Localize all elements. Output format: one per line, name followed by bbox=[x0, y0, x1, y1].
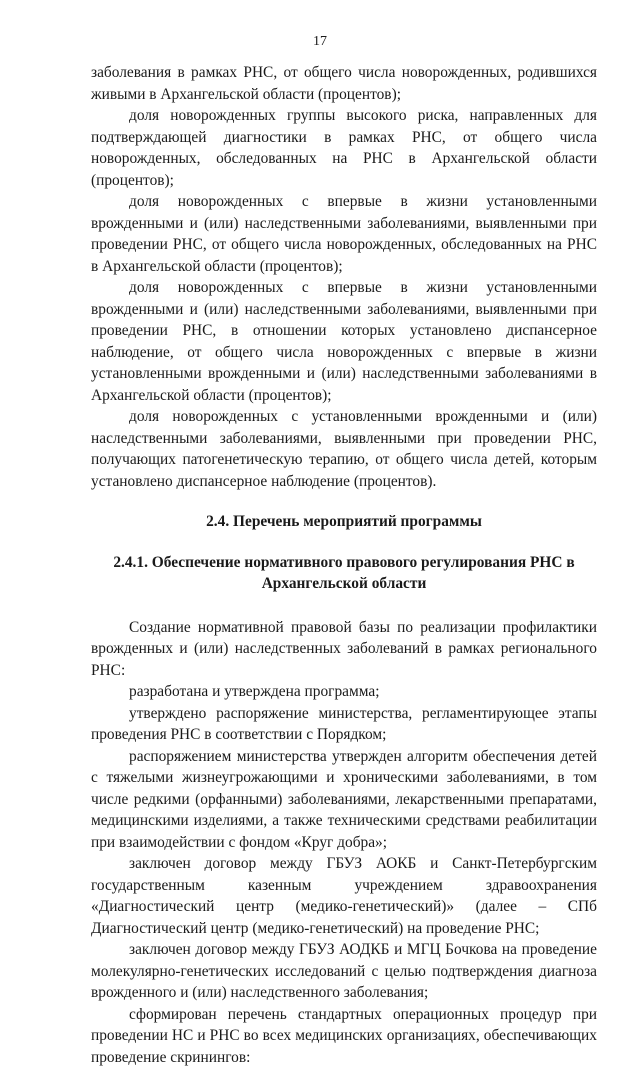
paragraph: доля новорожденных с впервые в жизни установленными врожденными и (или) наследственными заболеваниями, выявленными при проведении РНС, в отношении которых установлено диспансерное наблюдение, от общего числа новорожденных с впервые в жизни установленными врожденными и (или) наследственными заболеваниями в Архангельской области (процентов); bbox=[91, 277, 597, 406]
list-item: распоряжением министерства утвержден алгоритм обеспечения детей с тяжелыми жизнеугрожающими и хроническими заболеваниями, в том числе редкими (орфанными) заболеваниями, лекарственными препаратами, медицинскими изделиями, а также техническими средствами реабилитации при взаимодействии с фондом «Круг добра»; bbox=[91, 746, 597, 854]
list-item: утверждено распоряжение министерства, регламентирующее этапы проведения РНС в соответствии с Порядком; bbox=[91, 703, 597, 746]
list-item: заключен договор между ГБУЗ АОДКБ и МГЦ Бочкова на проведение молекулярно-генетических исследований с целью подтверждения диагноза врожденного и (или) наследственного заболевания; bbox=[91, 939, 597, 1004]
paragraph-continuation: заболевания в рамках РНС, от общего числа новорожденных, родившихся живыми в Архангельской области (процентов); bbox=[91, 62, 597, 105]
paragraph: Создание нормативной правовой базы по реализации профилактики врожденных и (или) наследственных заболеваний в рамках регионального РНС: bbox=[91, 617, 597, 682]
paragraph: доля новорожденных с впервые в жизни установленными врожденными и (или) наследственными заболеваниями, выявленными при проведении РНС, от общего числа новорожденных, обследованных на РНС в Архангельской области (процентов); bbox=[91, 191, 597, 277]
list-item: сформирован перечень стандартных операционных процедур при проведении НС и РНС во всех медицинских организациях, обеспечивающих проведение скринингов: bbox=[91, 1004, 597, 1068]
paragraph: доля новорожденных группы высокого риска, направленных для подтверждающей диагностики в рамках РНС, от общего числа новорожденных, обследованных на РНС в Архангельской области (процентов); bbox=[91, 105, 597, 191]
body-text bbox=[91, 62, 597, 1068]
paragraph: доля новорожденных с установленными врожденными и (или) наследственными заболеваниями, выявленными при проведении РНС, получающих патогенетическую терапию, от общего числа детей, которым установлено диспансерное наблюдение (процентов). bbox=[91, 406, 597, 492]
section-heading: 2.4. Перечень мероприятий программы bbox=[91, 511, 597, 533]
list-item: разработана и утверждена программа; bbox=[91, 681, 597, 703]
subsection-heading: 2.4.1. Обеспечение нормативного правового регулирования РНС в Архангельской области bbox=[91, 552, 597, 595]
page-number: 17 bbox=[0, 34, 640, 50]
list-item: заключен договор между ГБУЗ АОКБ и Санкт-Петербургским государственным казенным учреждением здравоохранения «Диагностический центр (медико-генетический)» (далее – СПб Диагностический центр (медико-генетический) на проведение РНС; bbox=[91, 853, 597, 939]
